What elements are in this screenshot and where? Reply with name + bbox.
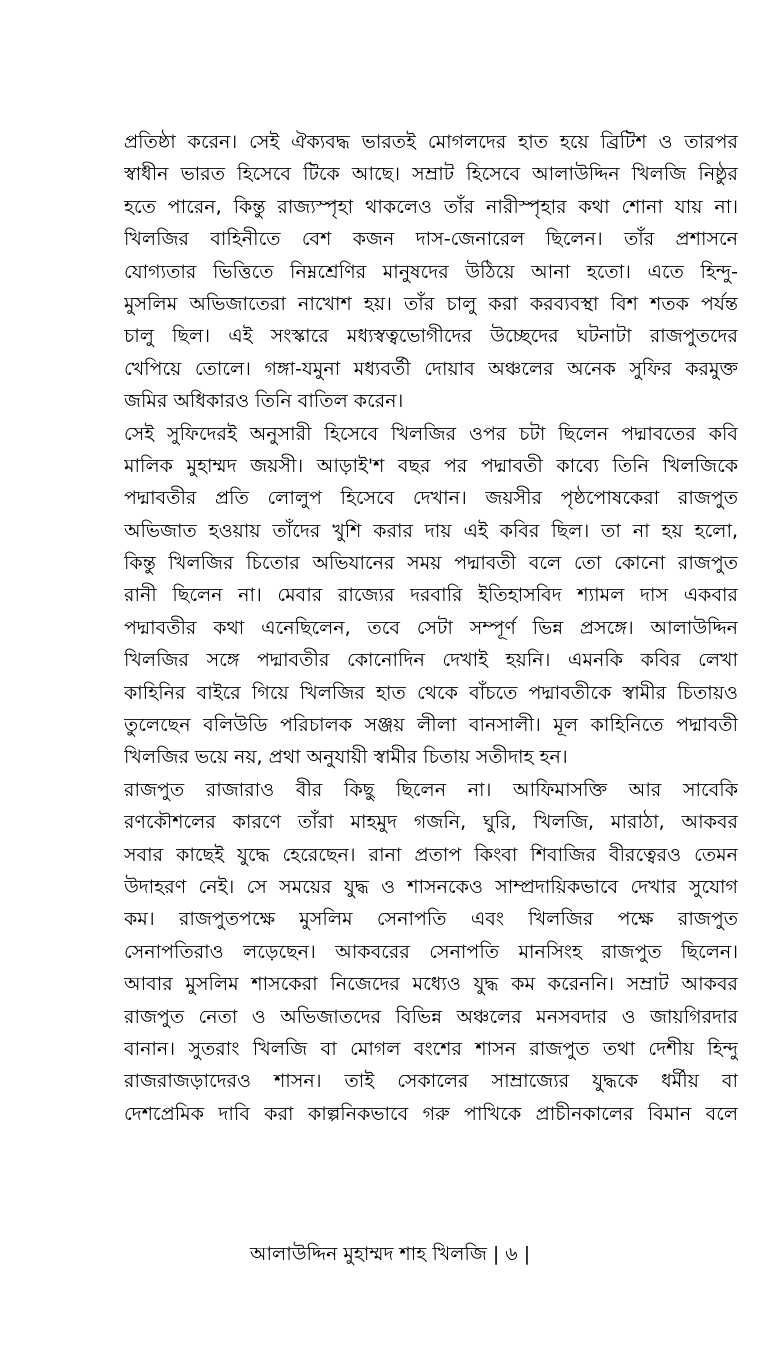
running-footer: আলাউদ্দিন মুহাম্মদ শাহ খিলজি | ৬ | — [249, 1243, 531, 1265]
text-line: স্বাধীন ভারত হিসেবে টিকে আছে। সম্রাট হিসেবে আলাউদ্দিন খিলজি নিষ্ঠুর — [124, 163, 738, 186]
text-line: সেনাপতিরাও লড়েছেন। আকবরের সেনাপতি মানসিংহ রাজপুত ছিলেন। — [124, 940, 738, 963]
text-line: খিলজির ভয়ে নয়, প্রথা অনুযায়ী স্বামীর চিতায় সতীদাহ হন। — [124, 746, 568, 769]
text-line: কাহিনির বাইরে গিয়ে খিলজির হাত থেকে বাঁচতে পদ্মাবতীকে স্বামীর চিতায়ও — [124, 681, 738, 704]
text-line: যোগ্যতার ভিত্তিতে নিম্নশ্রেণির মানুষদের উঠিয়ে আনা হতো। এতে হিন্দু- — [124, 260, 738, 283]
text-line: খেপিয়ে তোলে। গঙ্গা-যমুনা মধ্যবর্তী দোয়াব অঞ্চলের অনেক সুফির করমুক্ত — [124, 357, 738, 380]
text-line: খিলজির সঙ্গে পদ্মাবতীর কোনোদিন দেখাই হয়নি। এমনকি কবির লেখা — [124, 649, 738, 672]
text-line: রানী ছিলেন না। মেবার রাজ্যের দরবারি ইতিহাসবিদ শ্যামল দাস একবার — [124, 584, 738, 607]
text-line: বানান। সুতরাং খিলজি বা মোগল বংশের শাসন রাজপুত তথা দেশীয় হিন্দু — [124, 1037, 738, 1060]
text-line: দেশপ্রেমিক দাবি করা কাল্পনিকভাবে গরু পাখিকে প্রাচীনকালের বিমান বলে — [124, 1102, 738, 1125]
text-line: রণকৌশলের কারণে তাঁরা মাহমুদ গজনি, ঘুরি, খিলজি, মারাঠা, আকবর — [124, 811, 738, 834]
text-line: রাজরাজড়াদেরও শাসন। তাই সেকালের সাম্রাজ্যের যুদ্ধকে ধর্মীয় বা — [124, 1070, 738, 1093]
paragraph — [124, 418, 738, 774]
text-line: পদ্মাবতীর প্রতি লোলুপ হিসেবে দেখান। জয়সীর পৃষ্ঠপোষকেরা রাজপুত — [124, 487, 738, 510]
text-line: হতে পারেন, কিন্তু রাজ্যস্পৃহা থাকলেও তাঁর নারীস্পৃহার কথা শোনা যায় না। — [124, 195, 738, 218]
text-line: প্রতিষ্ঠা করেন। সেই ঐক্যবদ্ধ ভারতই মোগলদের হাত হয়ে ব্রিটিশ ও তারপর — [124, 131, 738, 153]
paragraph — [124, 126, 738, 418]
text-line: জমির অধিকারও তিনি বাতিল করেন। — [124, 390, 404, 413]
text-line: সবার কাছেই যুদ্ধে হেরেছেন। রানা প্রতাপ কিংবা শিবাজির বীরত্বেরও তেমন — [124, 843, 738, 866]
text-line: রাজপুত নেতা ও অভিজাতদের বিভিন্ন অঞ্চলের মনসবদার ও জায়গিরদার — [124, 1005, 738, 1028]
text-line: মুসলিম অভিজাতেরা নাখোশ হয়। তাঁর চালু করা করব্যবস্থা বিশ শতক পর্যন্ত — [124, 292, 738, 315]
text-line: অভিজাত হওয়ায় তাঁদের খুশি করার দায় এই কবির ছিল। তা না হয় হলো, — [124, 519, 738, 542]
text-line: আবার মুসলিম শাসকেরা নিজেদের মধ্যেও যুদ্ধ কম করেননি। সম্রাট আকবর — [124, 973, 738, 996]
text-line: সেই সুফিদেরই অনুসারী হিসেবে খিলজির ওপর চটা ছিলেন পদ্মাবতের কবি — [124, 422, 738, 445]
text-line: মালিক মুহাম্মদ জয়সী। আড়াই'শ বছর পর পদ্মাবতী কাব্যে তিনি খিলজিকে — [124, 454, 738, 477]
text-line: খিলজির বাহিনীতে বেশ কজন দাস-জেনারেল ছিলেন। তাঁর প্রশাসনে — [124, 228, 738, 251]
text-line: চালু ছিল। এই সংস্কারে মধ্যস্বত্বভোগীদের উচ্ছেদের ঘটনাটা রাজপুতদের — [124, 325, 738, 348]
text-line: কিন্তু খিলজির চিতোর অভিযানের সময় পদ্মাবতী বলে তো কোনো রাজপুত — [124, 552, 738, 575]
body-text — [124, 126, 738, 1130]
text-line: তুলেছেন বলিউডি পরিচালক সঞ্জয় লীলা বানসালী। মূল কাহিনিতে পদ্মাবতী — [124, 714, 738, 737]
text-line: কম। রাজপুতপক্ষে মুসলিম সেনাপতি এবং খিলজির পক্ষে রাজপুত — [124, 908, 738, 931]
text-line: পদ্মাবতীর কথা এনেছিলেন, তবে সেটা সম্পূর্ণ ভিন্ন প্রসঙ্গে। আলাউদ্দিন — [124, 616, 738, 639]
paragraph — [124, 774, 738, 1130]
text-line: উদাহরণ নেই। সে সময়ের যুদ্ধ ও শাসনকেও সাম্প্রদায়িকভাবে দেখার সুযোগ — [124, 875, 738, 898]
text-line: রাজপুত রাজারাও বীর কিছু ছিলেন না। আফিমাসক্তি আর সাবেকি — [124, 778, 738, 801]
